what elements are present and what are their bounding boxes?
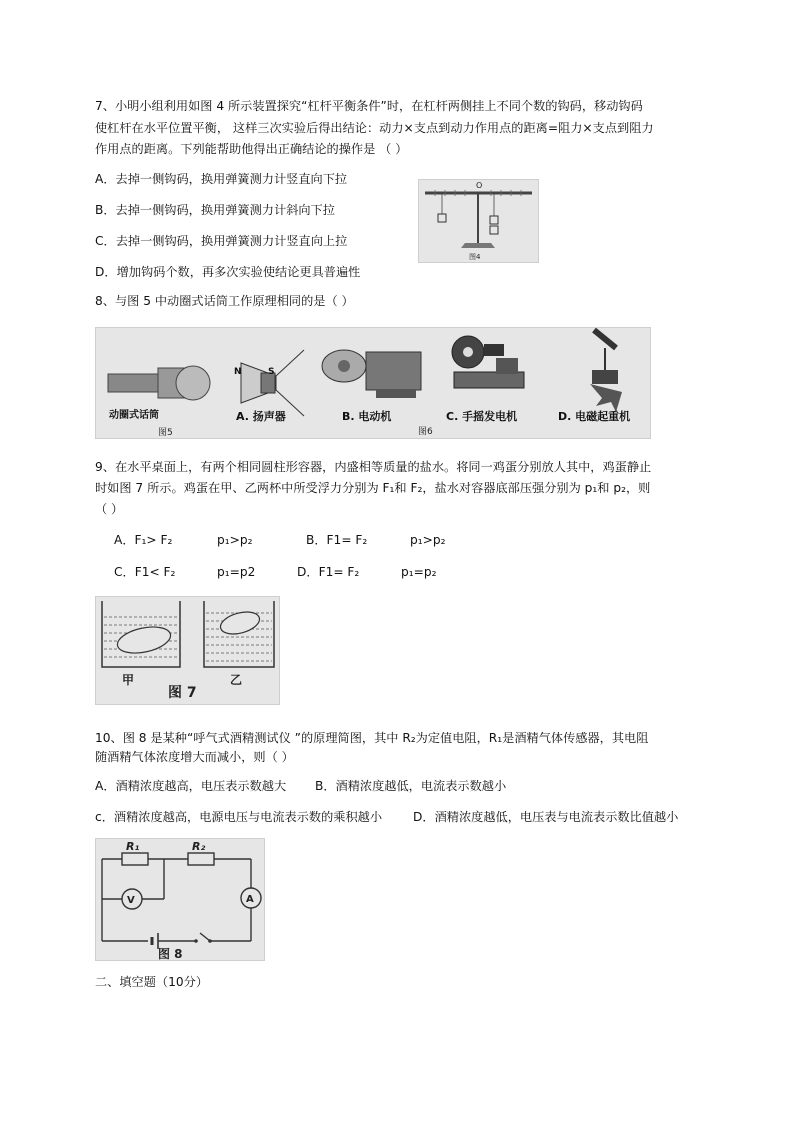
q8-text: 8、与图 5 中动圈式话筒工作原理相同的是（ ） — [95, 294, 354, 308]
q9-line3: （ ） — [95, 502, 124, 516]
q7-line2: 使杠杆在水平位置平衡， 这样三次实验后得出结论：动力×支点到动力作用点的距离=阻力×支点到阻力 — [95, 121, 654, 135]
voltmeter-label: V — [127, 895, 135, 906]
figure-8-circuit — [95, 838, 265, 961]
label-dynamic-microphone: 动圈式话筒 — [109, 410, 159, 421]
q9-option-a: A．F₁> F₂ — [114, 533, 173, 547]
label-r1: R₁ — [126, 840, 140, 853]
magnet-n-label: N — [234, 367, 242, 377]
q10-option-c: c．酒精浓度越高，电源电压与电流表示数的乘积越小 — [95, 810, 383, 824]
q9-option-d: D．F1= F₂ — [297, 565, 360, 579]
dynamic-microphone-icon — [108, 366, 210, 400]
figure-4-lever — [418, 179, 539, 263]
label-option-c: C. 手摇发电机 — [446, 410, 518, 423]
figure-7-containers — [95, 596, 280, 705]
breathalyzer-circuit — [96, 839, 264, 960]
q9-option-d-pressure: p₁=p₂ — [401, 565, 437, 579]
q10-option-d: D．酒精浓度越低，电压表与电流表示数比值越小 — [413, 810, 679, 824]
figure-8-caption: 图 8 — [158, 947, 183, 960]
q7-option-a: A．去掉一侧钩码，换用弹簧测力计竖直向下拉 — [95, 172, 348, 186]
label-jia: 甲 — [122, 673, 135, 687]
q10-option-a: A．酒精浓度越高，电压表示数越大 — [95, 779, 287, 793]
q9-option-c: C．F1< F₂ — [114, 565, 176, 579]
figure-6-caption: 图6 — [418, 427, 433, 437]
electromagnetism-devices — [96, 328, 650, 438]
figure-5-caption: 图5 — [158, 428, 173, 438]
label-yi: 乙 — [230, 673, 243, 687]
q9-option-b: B．F1= F₂ — [306, 533, 368, 547]
q9-option-c-pressure: p₁=p2 — [217, 565, 256, 579]
q9-option-a-pressure: p₁>p₂ — [217, 533, 253, 547]
lever-diagram — [419, 180, 538, 262]
q10-line2: 随酒精气体浓度增大而减小，则（ ） — [95, 750, 294, 764]
q9-line2: 时如图 7 所示。鸡蛋在甲、乙两杯中所受浮力分别为 F₁和 F₂，盐水对容器底部压强分别为 p₁和 p₂，则 — [95, 481, 651, 495]
lever-pivot-label: O — [476, 181, 483, 190]
q10-option-b: B．酒精浓度越低，电流表示数越小 — [315, 779, 507, 793]
q7-option-b: B．去掉一侧钩码，换用弹簧测力计斜向下拉 — [95, 203, 335, 217]
electromagnetic-crane-icon — [590, 330, 622, 412]
label-r2: R₂ — [192, 840, 206, 853]
figure-7-caption: 图 7 — [168, 685, 197, 701]
q9-line1: 9、在水平桌面上，有两个相同圆柱形容器，内盛相等质量的盐水。将同一鸡蛋分别放人其中，鸡蛋静止 — [95, 460, 652, 474]
q10-line1: 10、图 8 是某种“呼气式酒精测试仪 ”的原理简图，其中 R₂为定值电阻，R₁是酒精气体传感器，其电阻 — [95, 731, 649, 745]
q9-option-b-pressure: p₁>p₂ — [410, 533, 446, 547]
figure-4-caption: 图4 — [469, 253, 481, 261]
label-option-b: B. 电动机 — [342, 410, 392, 423]
q7-line3: 作用点的距离。下列能帮助他得出正确结论的操作是 （ ） — [95, 142, 408, 156]
figure-5-6-strip — [95, 327, 651, 439]
magnet-s-label: S — [268, 367, 275, 377]
q7-option-d: D．增加钩码个数，再多次实验使结论更具普遍性 — [95, 265, 361, 279]
label-option-d: D. 电磁起重机 — [558, 410, 631, 423]
salt-water-containers — [96, 597, 279, 704]
container-yi — [204, 601, 274, 667]
label-option-a: A. 扬声器 — [236, 410, 286, 423]
loudspeaker-icon — [234, 350, 304, 416]
hand-generator-icon — [452, 336, 524, 388]
q7-line1: 7、小明小组利用如图 4 所示装置探究“杠杆平衡条件”时，在杠杆两侧挂上不同个数的钩码，移动钩码 — [95, 99, 643, 113]
q7-option-c: C．去掉一侧钩码，换用弹簧测力计竖直向上拉 — [95, 234, 348, 248]
container-jia — [102, 601, 180, 667]
ammeter-label: A — [246, 894, 254, 905]
electric-motor-icon — [322, 350, 421, 398]
section-2-title: 二、填空题（10分） — [95, 975, 209, 989]
